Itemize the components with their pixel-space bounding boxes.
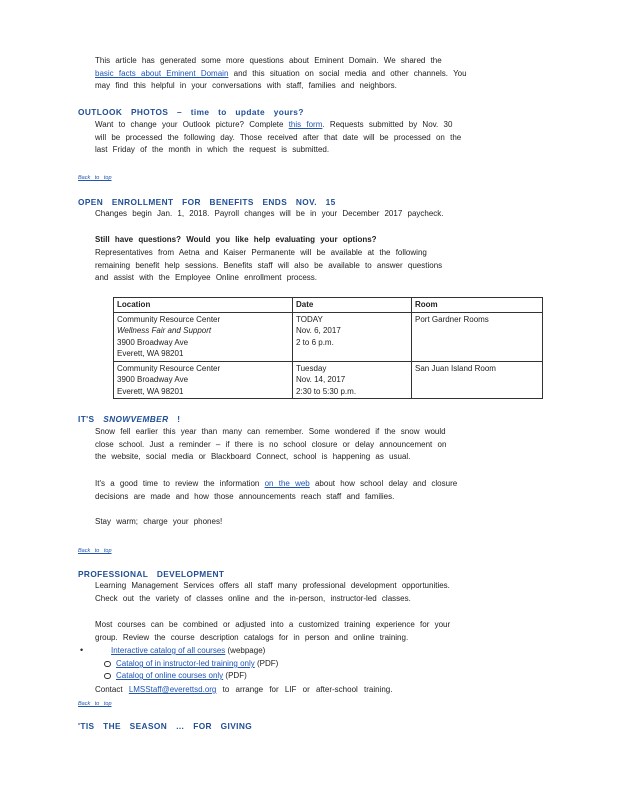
table-header-row [114, 298, 543, 313]
eminent-line-3: may find this helpful in your conversations with staff, families and neighbors. [95, 81, 397, 90]
online-catalog-link[interactable]: Catalog of online courses only [116, 671, 224, 680]
sub-bullet-item: Catalog of in instructor-led training only (PDF) [104, 658, 278, 671]
circle-bullet-icon [104, 673, 111, 679]
eminent-line-1: This article has generated some more questions about Eminent Domain. We shared the [95, 56, 442, 65]
back-to-top-link[interactable]: Back to top [78, 548, 112, 554]
benefit-sessions-table [113, 297, 543, 399]
enrollment-paragraph: Representatives from Aetna and Kaiser Permanente will be available at the following remaining benefit help sessions. Benefits staff will also be available to answer questions and assist with the Employee Online enrollment process. [95, 248, 443, 282]
bullet-item: Interactive catalog of all courses (webpage) [111, 646, 266, 655]
snow-paragraph: Snow fell earlier this year than many can remember. Some wondered if the snow would close school. Just a reminder – if there is no school closure or delay announcement on the website, social media or Blackboard Connect, school is happening as usual. [95, 427, 447, 461]
prodev-heading: PROFESSIONAL DEVELOPMENT [78, 569, 225, 579]
sub-bullet-item: Catalog of online courses only (PDF) [104, 670, 247, 683]
outlook-heading: OUTLOOK PHOTOS – time to update yours? [78, 107, 304, 117]
prodev-paragraph-2: Most courses can be combined or adjusted into a customized training experience for your group. Review the course description catalogs for in person and online training. [95, 620, 451, 642]
snow-web-link[interactable]: on the web [264, 479, 310, 488]
enrollment-question: Still have questions? Would you like help evaluating your options? [95, 235, 377, 244]
table-header-date: Date [293, 298, 412, 313]
table-header-location: Location [114, 298, 293, 313]
snow-paragraph-2: It's a good time to review the information on the web about how school delay and closure decisions are made and how those announcements reach staff and families. [95, 479, 458, 501]
outlook-form-link[interactable]: this form [288, 120, 323, 129]
interactive-catalog-link[interactable]: Interactive catalog of all courses [111, 646, 226, 655]
table-cell-date: TODAY Nov. 6, 2017 2 to 6 p.m. [293, 312, 412, 361]
bullet-icon: • [80, 645, 84, 655]
contact-line: Contact LMSStaff@everettsd.org to arrange for LIF or after-school training. [95, 685, 393, 694]
eminent-domain-paragraph [95, 55, 520, 93]
outlook-paragraph: Want to change your Outlook picture? Complete this form. Requests submitted by Nov. 30 will be processed the following day. Those received after that date will be processed on the last Friday of the month in which the request is submitted. [95, 120, 462, 154]
snow-heading: IT'S SNOWVEMBER ! [78, 414, 181, 424]
table-header-room: Room [412, 298, 543, 313]
table-cell-location: Community Resource Center Wellness Fair and Support 3900 Broadway Ave Everett, WA 98201 [114, 312, 293, 361]
enrollment-line-1: Changes begin Jan. 1, 2018. Payroll changes will be in your December 2017 paycheck. [95, 209, 444, 218]
table-cell-room: Port Gardner Rooms [412, 312, 543, 361]
instructor-led-catalog-link[interactable]: Catalog of in instructor-led training only [116, 659, 255, 668]
table-row [114, 312, 543, 361]
lms-email-link[interactable]: LMSStaff@everettsd.org [128, 685, 217, 694]
prodev-paragraph: Learning Management Services offers all staff many professional development opportunities. Check out the variety of classes online and the in-person, instructor-led classes. [95, 581, 450, 603]
table-cell-room: San Juan Island Room [412, 361, 543, 399]
circle-bullet-icon [104, 661, 111, 667]
eminent-domain-link[interactable]: basic facts about Eminent Domain [95, 68, 229, 78]
table-row [114, 361, 543, 399]
back-to-top-link[interactable]: Back to top [78, 701, 112, 707]
back-to-top-link[interactable]: Back to top [78, 175, 112, 181]
eminent-line-2: and this situation on social media and other channels. You [233, 68, 467, 78]
table-cell-location: Community Resource Center 3900 Broadway Ave Everett, WA 98201 [114, 361, 293, 399]
enrollment-heading: OPEN ENROLLMENT FOR BENEFITS ENDS NOV. 15 [78, 197, 336, 207]
table-cell-date: Tuesday Nov. 14, 2017 2:30 to 5:30 p.m. [293, 361, 412, 399]
giving-heading: 'TIS THE SEASON … FOR GIVING [78, 721, 253, 731]
snow-line-6: Stay warm; charge your phones! [95, 517, 223, 526]
